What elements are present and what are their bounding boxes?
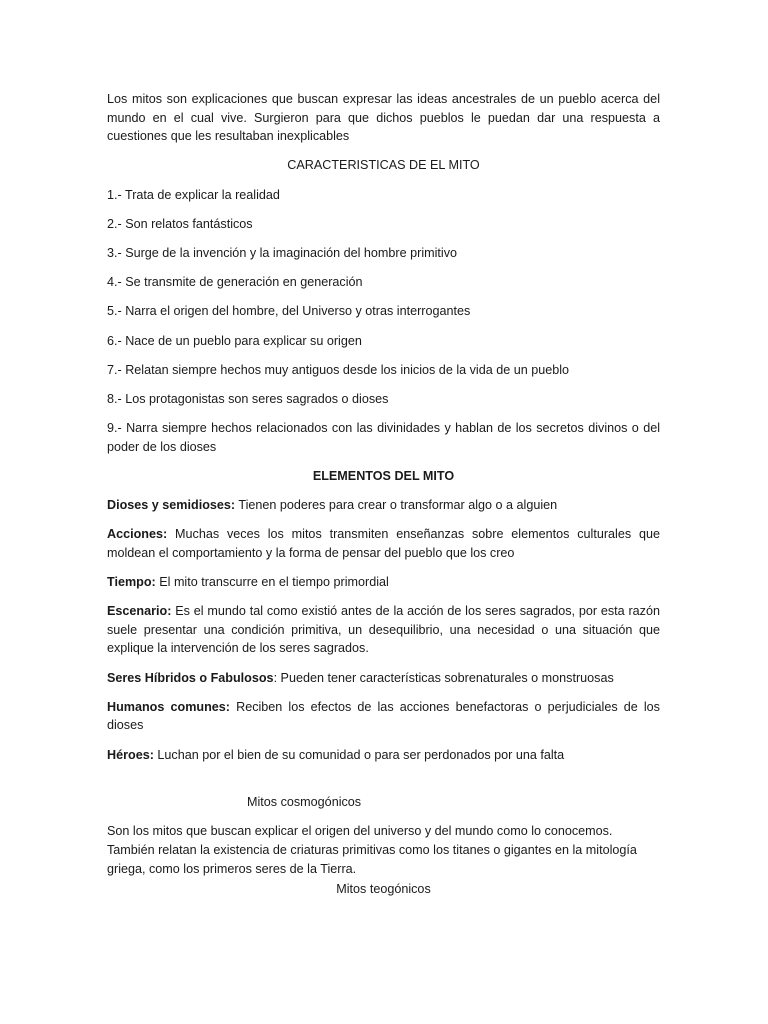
- elemento-item: [107, 496, 660, 515]
- elemento-item: [107, 698, 660, 735]
- caracteristica-item: 4.- Se transmite de generación en generación: [107, 275, 363, 290]
- elemento-text: : Pueden tener características sobrenaturales o monstruosas: [273, 670, 614, 685]
- elemento-term: Dioses y semidioses:: [107, 498, 236, 513]
- elemento-term: Acciones:: [107, 527, 168, 542]
- intro-paragraph: Los mitos son explicaciones que buscan expresar las ideas ancestrales de un pueblo acerca del mundo en el cual vive. Surgieron para que dichos pueblos le puedan dar una respuesta a cuestiones que les resultaban inexplicables: [107, 92, 660, 144]
- cosmogonicos-heading: Mitos cosmogónicos: [247, 795, 362, 810]
- caracteristica-item: 7.- Relatan siempre hechos muy antiguos desde los inicios de la vida de un pueblo: [107, 362, 570, 377]
- elemento-item: [107, 746, 660, 765]
- elemento-text: Luchan por el bien de su comunidad o para ser perdonados por una falta: [153, 747, 565, 762]
- elemento-text: El mito transcurre en el tiempo primordial: [155, 575, 389, 589]
- elemento-term: Seres Híbridos o Fabulosos: [107, 670, 274, 685]
- caracteristica-item: 5.- Narra el origen del hombre, del Universo y otras interrogantes: [107, 304, 471, 319]
- caracteristica-item: 1.- Trata de explicar la realidad: [107, 187, 280, 202]
- caracteristica-item: 8.- Los protagonistas son seres sagrados o dioses: [107, 391, 389, 406]
- elemento-term: Tiempo:: [107, 575, 156, 589]
- elemento-term: Héroes:: [107, 747, 154, 762]
- caracteristicas-heading: CARACTERISTICAS DE EL MITO: [287, 158, 480, 173]
- teogonicos-heading: Mitos teogónicos: [336, 882, 431, 897]
- document-page: [107, 90, 660, 909]
- elemento-item: [107, 525, 660, 562]
- elemento-text: Muchas veces los mitos transmiten enseñanzas sobre elementos culturales que moldean el comportamiento y la forma de pensar del pueblo que los creo: [107, 527, 660, 560]
- caracteristica-item: 2.- Son relatos fantásticos: [107, 216, 253, 231]
- caracteristica-item: 3.- Surge de la invención y la imaginación del hombre primitivo: [107, 245, 458, 260]
- elemento-term: Humanos comunes:: [107, 699, 230, 714]
- elemento-text: Tienen poderes para crear o transformar algo o a alguien: [235, 498, 558, 513]
- elemento-item: [107, 669, 660, 688]
- elemento-term: Escenario:: [107, 604, 172, 619]
- elementos-heading: ELEMENTOS DEL MITO: [312, 468, 455, 483]
- caracteristica-item: 6.- Nace de un pueblo para explicar su origen: [107, 333, 362, 348]
- elemento-text: Reciben los efectos de las acciones benefactoras o perjudiciales de los dioses: [107, 699, 660, 733]
- elemento-item: [107, 602, 660, 658]
- caracteristica-item: 9.- Narra siempre hechos relacionados con las divinidades y hablan de los secretos divinos o del poder de los dioses: [107, 421, 660, 454]
- elemento-item: [107, 573, 660, 592]
- elemento-text: Es el mundo tal como existió antes de la acción de los seres sagrados, por esta razón suele presentar una condición primitiva, un desequilibrio, una necesidad o una situación que explique la intervención de los seres sagrados.: [107, 604, 660, 656]
- cosmogonicos-paragraph: Son los mitos que buscan explicar el origen del universo y del mundo como lo conocemos. También relatan la existencia de criaturas primitivas como los titanes o gigantes en la mitología griega, como los primeros seres de la Tierra.: [107, 824, 637, 876]
